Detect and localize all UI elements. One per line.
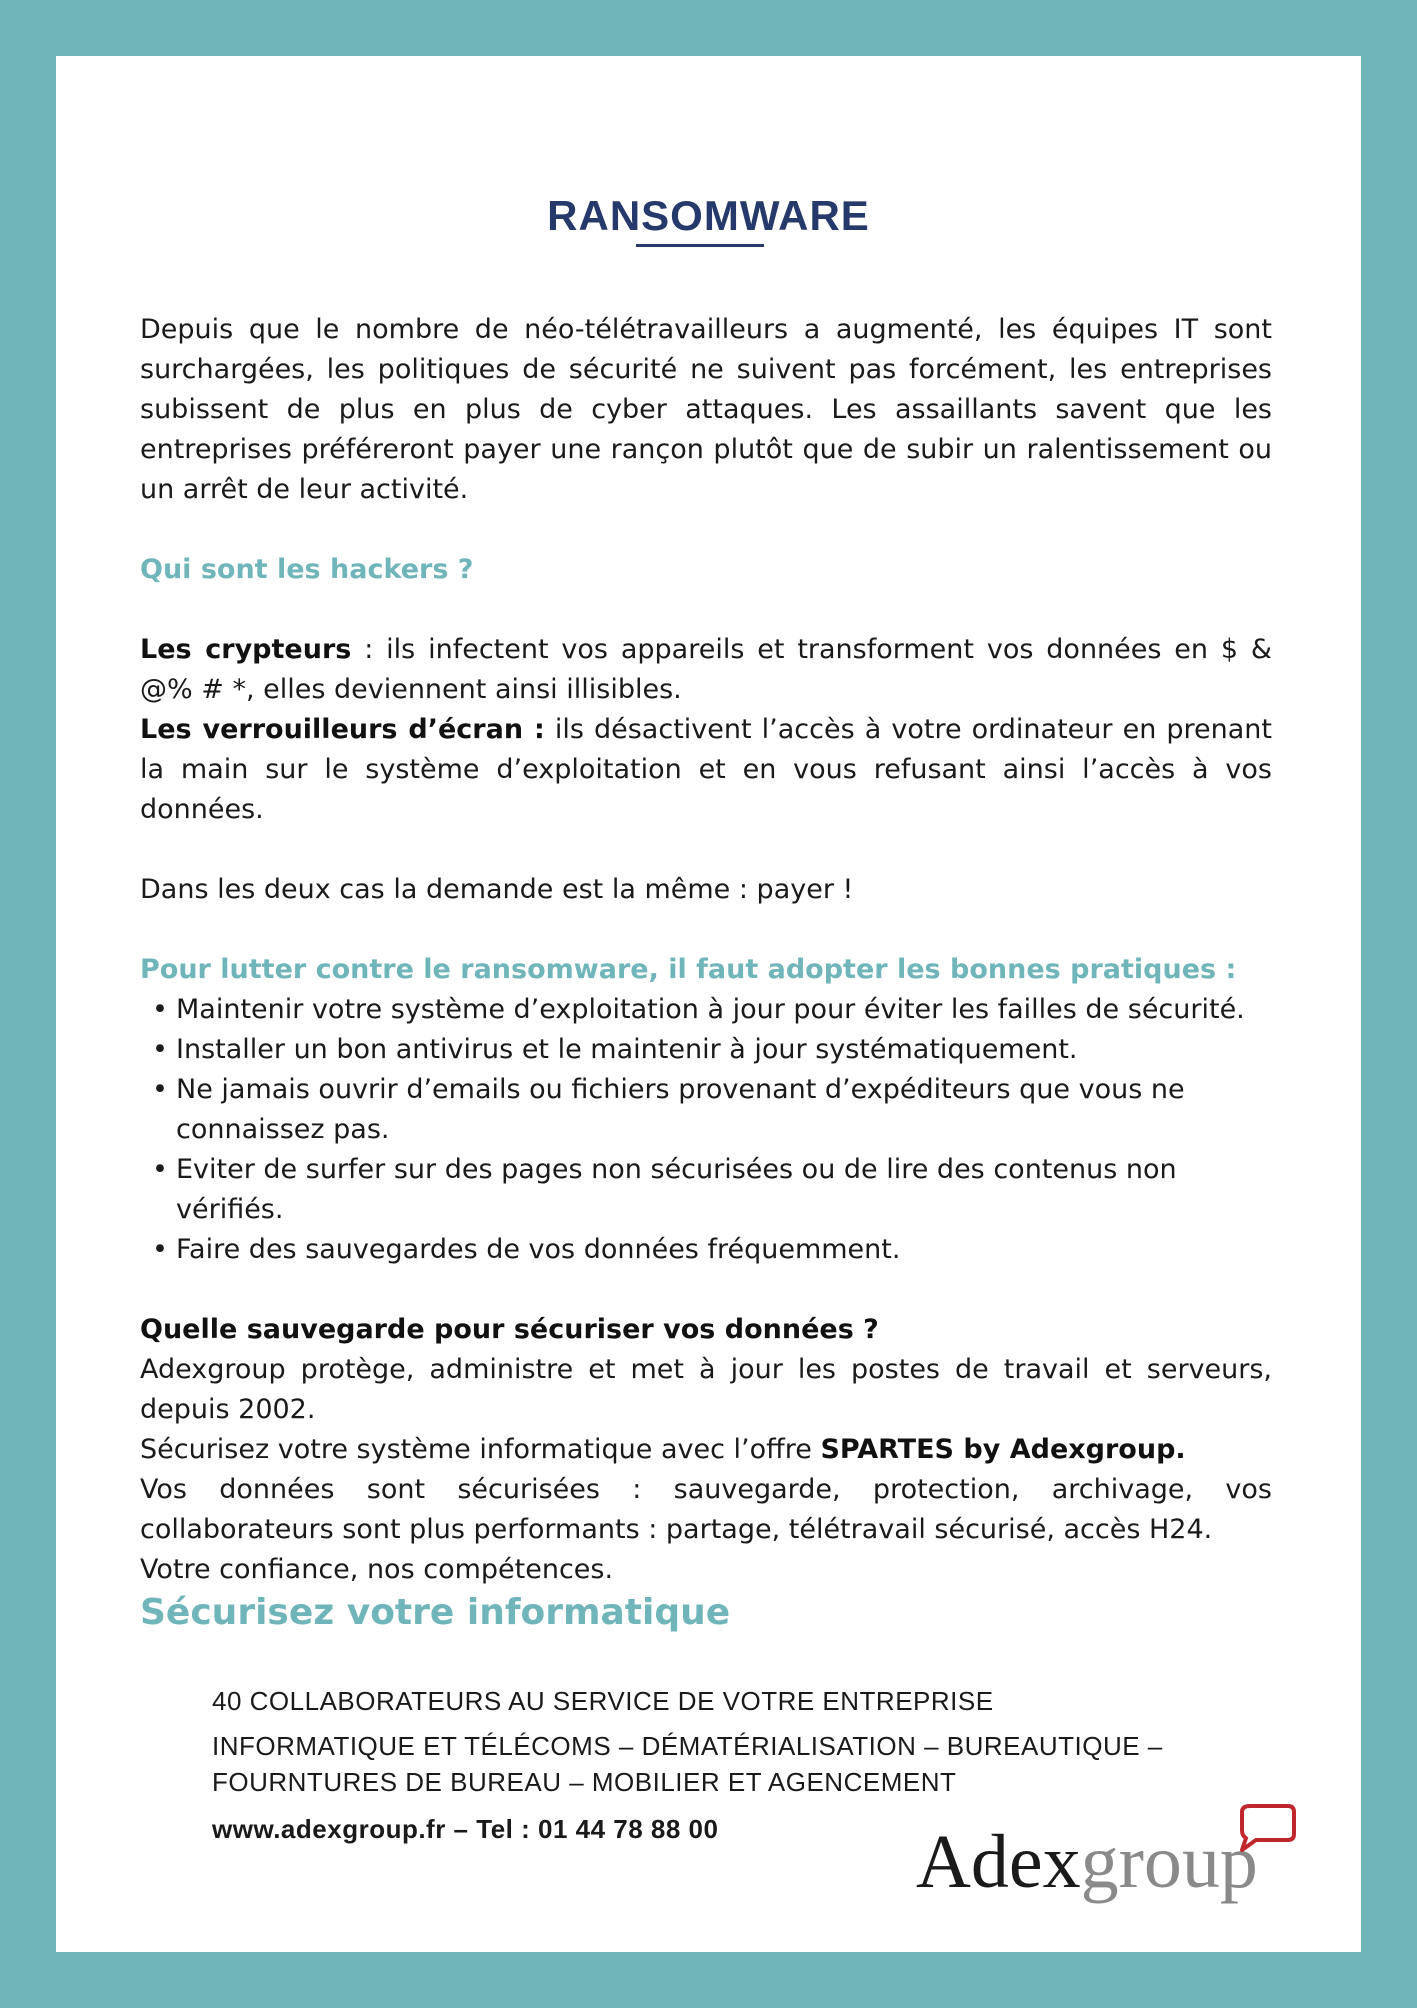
footer-contact: www.adexgroup.fr – Tel : 01 44 78 88 00: [212, 1814, 719, 1844]
speech-bubble-icon: [1236, 1802, 1298, 1854]
list-item: • Maintenir votre système d’exploitation à jour pour éviter les failles de sécurité.: [152, 990, 1272, 1030]
footer-services: [212, 1728, 1212, 1800]
document-page: [56, 56, 1361, 1952]
crypteurs-label: Les crypteurs: [140, 634, 352, 665]
footer-services-line-2: FOURNTURES DE BUREAU – MOBILIER ET AGENCEMENT: [212, 1767, 957, 1797]
list-item: • Installer un bon antivirus et le maintenir à jour systématiquement.: [152, 1030, 1272, 1070]
logo-wordmark: [916, 1822, 1258, 1902]
list-item: • Faire des sauvegardes de vos données fréquemment.: [152, 1230, 1272, 1270]
verrouilleurs-paragraph: [140, 710, 1272, 830]
backup-offer-prefix: Sécurisez votre système informatique avec l’offre: [140, 1434, 821, 1465]
list-item: • Eviter de surfer sur des pages non sécurisées ou de lire des contenus non vérifiés.: [152, 1150, 1272, 1230]
backup-paragraph-3: Vos données sont sécurisées : sauvegarde, protection, archivage, vos collaborateurs sont plus performants : partage, télétravail sécurisé, accès H24.: [140, 1474, 1272, 1545]
adexgroup-logo: [916, 1802, 1316, 1922]
verrouilleurs-label: Les verrouilleurs d’écran :: [140, 714, 545, 745]
logo-part-2: group: [1080, 1820, 1258, 1904]
cta-heading: Sécurisez votre informatique: [140, 1592, 731, 1633]
backup-paragraph-2: [140, 1430, 1272, 1470]
footer-tagline: 40 COLLABORATEURS AU SERVICE DE VOTRE ENTREPRISE: [212, 1686, 994, 1716]
main-content: [140, 310, 1272, 1590]
logo-part-1: Adex: [916, 1820, 1081, 1904]
offer-name: SPARTES by Adexgroup.: [820, 1434, 1186, 1465]
crypteurs-paragraph: [140, 630, 1272, 710]
practices-list: [140, 990, 1272, 1270]
verrouilleurs-text: ils désactivent l’accès à votre ordinateur en prenant la main sur le système d’exploitation et en vous refusant ainsi l’accès à vos données.: [140, 714, 1272, 825]
footer-services-line-1: INFORMATIQUE ET TÉLÉCOMS – DÉMATÉRIALISATION – BUREAUTIQUE –: [212, 1731, 1163, 1761]
intro-paragraph: Depuis que le nombre de néo-télétravailleurs a augmenté, les équipes IT sont surchargées, les politiques de sécurité ne suivent pas forcément, les entreprises subissent de plus en plus de cyber attaques. Les assaillants savent que les entreprises préféreront payer une rançon plutôt que de subir un ralentissement ou un arrêt de leur activité.: [140, 314, 1272, 505]
page-title: RANSOMWARE: [547, 192, 870, 239]
crypteurs-text: : ils infectent vos appareils et transforment vos données en $ & @% # *, elles deviennent ainsi illisibles.: [140, 634, 1272, 705]
list-item: • Ne jamais ouvrir d’emails ou fichiers provenant d’expéditeurs que vous ne connaissez pas.: [152, 1070, 1272, 1150]
backup-heading: Quelle sauvegarde pour sécuriser vos données ?: [140, 1314, 879, 1345]
demand-text: Dans les deux cas la demande est la même : payer !: [140, 874, 854, 905]
backup-paragraph-1: Adexgroup protège, administre et met à jour les postes de travail et serveurs, depuis 2002.: [140, 1354, 1272, 1425]
practices-heading: Pour lutter contre le ransomware, il faut adopter les bonnes pratiques :: [140, 954, 1237, 985]
hackers-heading: Qui sont les hackers ?: [140, 554, 474, 585]
title-underline: [636, 244, 764, 247]
backup-paragraph-4: Votre confiance, nos compétences.: [140, 1554, 614, 1585]
